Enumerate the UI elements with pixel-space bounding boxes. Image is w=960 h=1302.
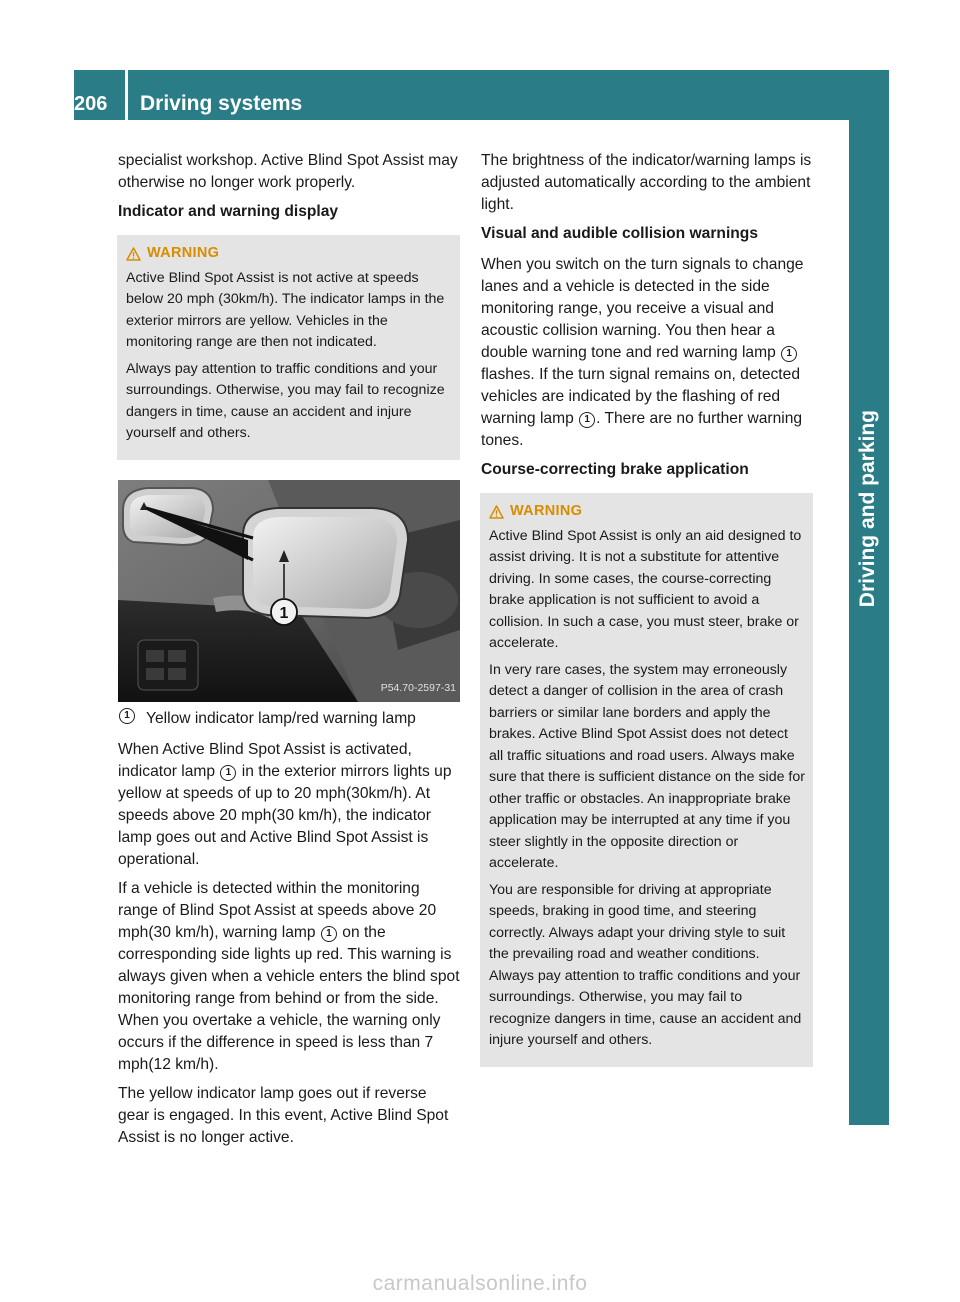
watermark: carmanualsonline.info xyxy=(372,1272,588,1295)
figure-callout-number: 1 xyxy=(279,604,289,622)
left-column xyxy=(118,150,460,1156)
legend-text: Yellow indicator lamp/red warning lamp xyxy=(146,709,416,727)
subheading-indicator: Indicator and warning display xyxy=(118,203,339,220)
header-divider xyxy=(125,70,128,120)
warning-header xyxy=(489,501,805,523)
circled-number-icon: 1 xyxy=(579,412,595,428)
body-paragraph: The yellow indicator lamp goes out if reverse gear is engaged. In this event, Active Blind Spot Assist is no longer active. xyxy=(118,1084,449,1146)
figure-legend xyxy=(118,708,460,730)
circled-number-icon: 1 xyxy=(220,765,236,781)
mirror-figure xyxy=(118,480,460,702)
mirror-illustration xyxy=(118,480,460,702)
warning-title: WARNING xyxy=(147,245,220,261)
warning-header xyxy=(126,243,452,265)
right-column xyxy=(481,150,813,1087)
body-paragraph: When Active Blind Spot Assist is activated, indicator lamp 1 in the exterior mirrors lights up yellow at speeds of up to 20 mph(30km/h). At speeds above 20 mph(30 km/h), the indicator lamp goes out and Active Blind Spot Assist is operational. xyxy=(118,740,452,868)
circled-number-icon: 1 xyxy=(119,708,135,724)
intro-paragraph: specialist workshop. Active Blind Spot Assist may otherwise no longer work properly. xyxy=(118,152,458,191)
page-number: 206 xyxy=(74,93,108,115)
warning-box-brake xyxy=(480,493,813,1067)
subheading-brake: Course-correcting brake application xyxy=(481,461,749,478)
warning-paragraph: In very rare cases, the system may erroneously detect a danger of collision in the area of crash barriers or similar lane borders and apply the brakes. Active Blind Spot Assist does not detect all traffic situations and road users. Always make sure that there is sufficient distance on the side for other traffic or obstacles. An inappropriate brake application may be interrupted at any time if you steer slightly in the opposite direction or accelerate. xyxy=(489,661,805,871)
warning-paragraph: Always pay attention to traffic conditions and your surroundings. Otherwise, you may fail to recognize dangers in time, cause an accident and injure yourself and others. xyxy=(126,360,445,441)
side-label: Driving and parking xyxy=(856,410,879,608)
body-paragraph: When you switch on the turn signals to change lanes and a vehicle is detected in the side monitoring range, you receive a visual and acoustic collision warning. You then hear a double warning tone and red warning lamp 1 flashes. If the turn signal remains on, detected vehicles are indicated by the flashing of red warning lamp 1 . There are no further warning tones. xyxy=(481,256,804,449)
warning-paragraph: You are responsible for driving at appropriate speeds, braking in good time, and steering correctly. Always adapt your driving style to suit the prevailing road and weather conditions. Always pay attention to traffic conditions and your surroundings. Otherwise, you may fail to recognize dangers in time, cause an accident and injure yourself and others. xyxy=(489,881,802,1048)
circled-number-icon: 1 xyxy=(321,926,337,942)
warning-box-speed xyxy=(117,235,460,460)
warning-paragraph: Active Blind Spot Assist is not active at speeds below 20 mph (30km/h). The indicator lamps in the exterior mirrors are yellow. Vehicles in the monitoring range are then not indicated. xyxy=(126,269,445,350)
figure-code: P54.70-2597-31 xyxy=(380,681,456,694)
body-paragraph: The brightness of the indicator/warning lamps is adjusted automatically according to the ambient light. xyxy=(481,152,812,213)
subheading-collision: Visual and audible collision warnings xyxy=(481,225,758,242)
section-title: Driving systems xyxy=(140,92,303,115)
warning-triangle-icon xyxy=(126,247,141,261)
warning-triangle-icon xyxy=(489,505,504,519)
body-paragraph: If a vehicle is detected within the monitoring range of Blind Spot Assist at speeds above 20 mph(30 km/h), warning lamp 1 on the corresponding side lights up red. This warning is always given when a vehicle enters the blind spot monitoring range from behind or from the side. When you overtake a vehicle, the warning only occurs if the difference in speed is less than 7 mph(12 km/h). xyxy=(118,879,460,1073)
warning-title: WARNING xyxy=(510,503,583,519)
warning-paragraph: Active Blind Spot Assist is only an aid designed to assist driving. It is not a substitute for attentive driving. In some cases, the course-correcting brake application is not sufficient to avoid a collision. In such a case, you must steer, brake or accelerate. xyxy=(489,527,802,651)
circled-number-icon: 1 xyxy=(781,346,797,362)
